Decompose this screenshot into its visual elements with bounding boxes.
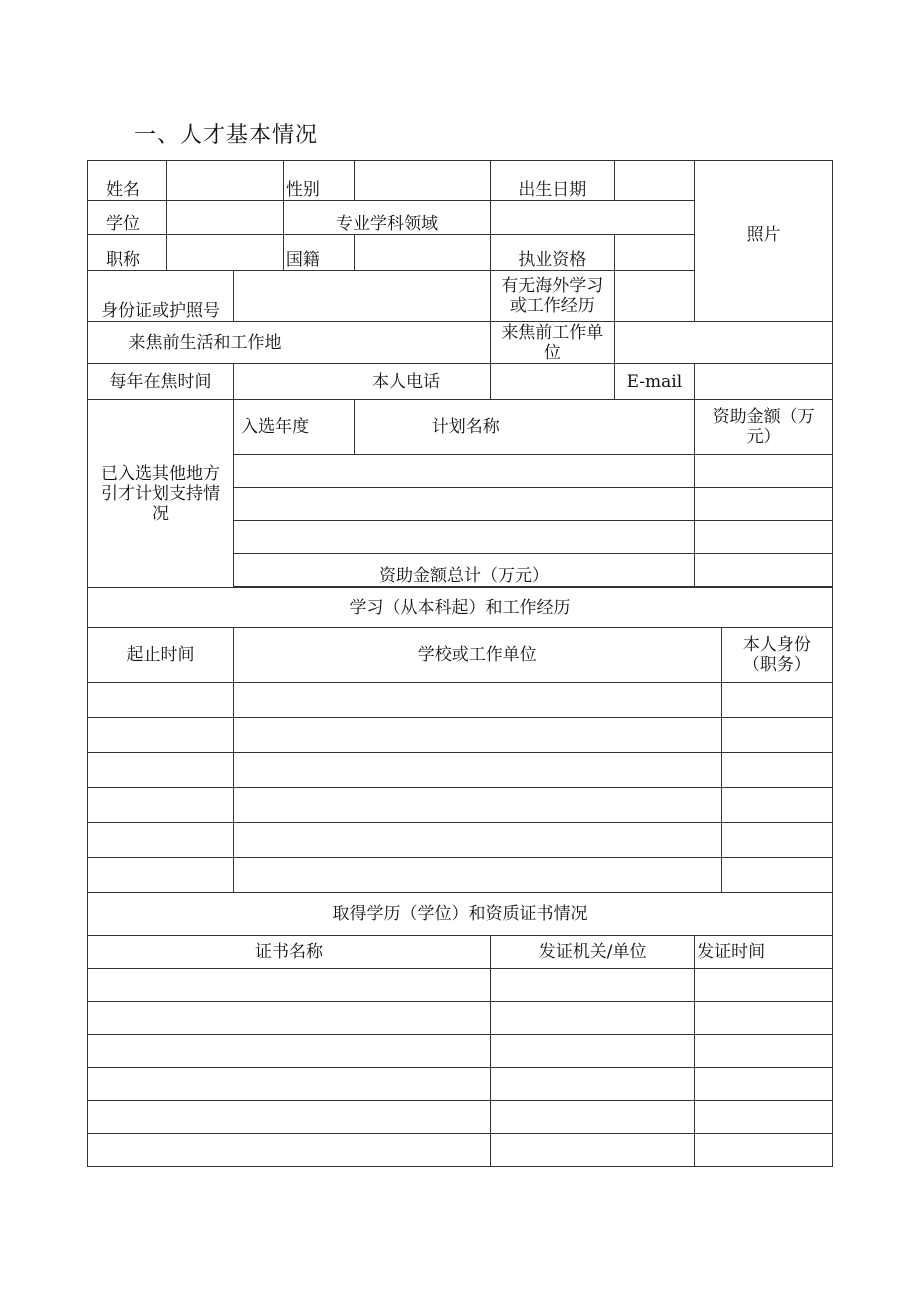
- certificate-issuer-cell[interactable]: [491, 1035, 695, 1068]
- certificate-issuer-cell[interactable]: [491, 1068, 695, 1101]
- phone-label: 本人电话: [233, 364, 490, 400]
- id-number-label: 身份证或护照号: [88, 271, 234, 322]
- support-amount-header: 资助金额（万元）: [695, 400, 833, 455]
- degree-field[interactable]: [166, 201, 283, 235]
- support-year-header: 入选年度: [233, 400, 354, 455]
- certificate-date-cell[interactable]: [695, 1002, 833, 1035]
- birth-date-field[interactable]: [614, 161, 695, 201]
- experience-org-cell[interactable]: [233, 858, 721, 893]
- certificates-section-title: 取得学历（学位）和资质证书情况: [88, 893, 833, 936]
- certificate-date-cell[interactable]: [695, 1068, 833, 1101]
- gender-label: 性别: [283, 161, 354, 201]
- certificate-date-header: 发证时间: [695, 936, 833, 969]
- field-label: 专业学科领域: [283, 201, 490, 235]
- prev-employer-label: 来焦前工作单位: [491, 322, 614, 364]
- experience-role-cell[interactable]: [721, 823, 832, 858]
- experience-org-cell[interactable]: [233, 788, 721, 823]
- title-label: 职称: [88, 235, 167, 271]
- certificate-name-cell[interactable]: [88, 1101, 491, 1134]
- certificate-issuer-cell[interactable]: [491, 1002, 695, 1035]
- support-row-amount[interactable]: [695, 455, 833, 488]
- experience-role-cell[interactable]: [721, 788, 832, 823]
- experience-period-cell[interactable]: [88, 788, 234, 823]
- support-row-plan[interactable]: [233, 521, 694, 554]
- certificate-name-cell[interactable]: [88, 1002, 491, 1035]
- experience-org-cell[interactable]: [233, 683, 721, 718]
- support-total-label: 资助金额总计（万元）: [233, 554, 694, 587]
- field-input[interactable]: [491, 201, 695, 235]
- certificate-issuer-cell[interactable]: [491, 1134, 695, 1167]
- experience-org-cell[interactable]: [233, 718, 721, 753]
- support-row-plan[interactable]: [233, 488, 694, 521]
- overseas-experience-label: 有无海外学习或工作经历: [491, 271, 614, 322]
- certificate-date-cell[interactable]: [695, 1035, 833, 1068]
- talent-info-table: [87, 160, 833, 1167]
- experience-role-cell[interactable]: [721, 683, 832, 718]
- support-row-amount[interactable]: [695, 521, 833, 554]
- qualification-label: 执业资格: [491, 235, 614, 271]
- prev-employer-field[interactable]: [614, 322, 832, 364]
- email-label: E-mail: [614, 364, 695, 400]
- support-row-amount[interactable]: [695, 488, 833, 521]
- experience-period-cell[interactable]: [88, 683, 234, 718]
- id-number-field[interactable]: [233, 271, 490, 322]
- photo-label: 照片: [695, 161, 833, 322]
- certificate-name-cell[interactable]: [88, 1068, 491, 1101]
- certificate-issuer-cell[interactable]: [491, 1101, 695, 1134]
- support-plan-header: 计划名称: [355, 400, 695, 455]
- experience-period-cell[interactable]: [88, 718, 234, 753]
- gender-field[interactable]: [355, 161, 491, 201]
- degree-label: 学位: [88, 201, 167, 235]
- certificate-name-header: 证书名称: [88, 936, 491, 969]
- experience-org-cell[interactable]: [233, 823, 721, 858]
- email-field[interactable]: [695, 364, 833, 400]
- time-in-city-label: 每年在焦时间: [88, 364, 234, 400]
- phone-field[interactable]: [491, 364, 614, 400]
- support-total-field[interactable]: [695, 554, 833, 587]
- support-row-plan[interactable]: [233, 455, 694, 488]
- certificate-issuer-cell[interactable]: [491, 969, 695, 1002]
- certificate-name-cell[interactable]: [88, 969, 491, 1002]
- certificate-date-cell[interactable]: [695, 969, 833, 1002]
- name-field[interactable]: [166, 161, 283, 201]
- nationality-label: 国籍: [283, 235, 354, 271]
- page-title: 一、人才基本情况: [134, 123, 319, 148]
- certificate-issuer-header: 发证机关/单位: [491, 936, 695, 969]
- experience-period-cell[interactable]: [88, 858, 234, 893]
- certificate-name-cell[interactable]: [88, 1035, 491, 1068]
- certificate-date-cell[interactable]: [695, 1134, 833, 1167]
- title-field[interactable]: [166, 235, 283, 271]
- qualification-field[interactable]: [614, 235, 695, 271]
- nationality-field[interactable]: [355, 235, 491, 271]
- experience-org-header: 学校或工作单位: [233, 628, 721, 683]
- experience-section-title: 学习（从本科起）和工作经历: [88, 588, 833, 628]
- certificate-name-cell[interactable]: [88, 1134, 491, 1167]
- name-label: 姓名: [88, 161, 167, 201]
- experience-period-cell[interactable]: [88, 823, 234, 858]
- experience-period-cell[interactable]: [88, 753, 234, 788]
- experience-role-cell[interactable]: [721, 753, 832, 788]
- experience-period-header: 起止时间: [88, 628, 234, 683]
- experience-role-header: 本人身份（职务）: [721, 628, 832, 683]
- experience-org-cell[interactable]: [233, 753, 721, 788]
- overseas-experience-field[interactable]: [614, 271, 695, 322]
- experience-role-cell[interactable]: [721, 858, 832, 893]
- birth-date-label: 出生日期: [491, 161, 614, 201]
- experience-role-cell[interactable]: [721, 718, 832, 753]
- prev-location-label: 来焦前生活和工作地: [88, 322, 491, 364]
- support-label: 已入选其他地方引才计划支持情况: [88, 400, 234, 588]
- certificate-date-cell[interactable]: [695, 1101, 833, 1134]
